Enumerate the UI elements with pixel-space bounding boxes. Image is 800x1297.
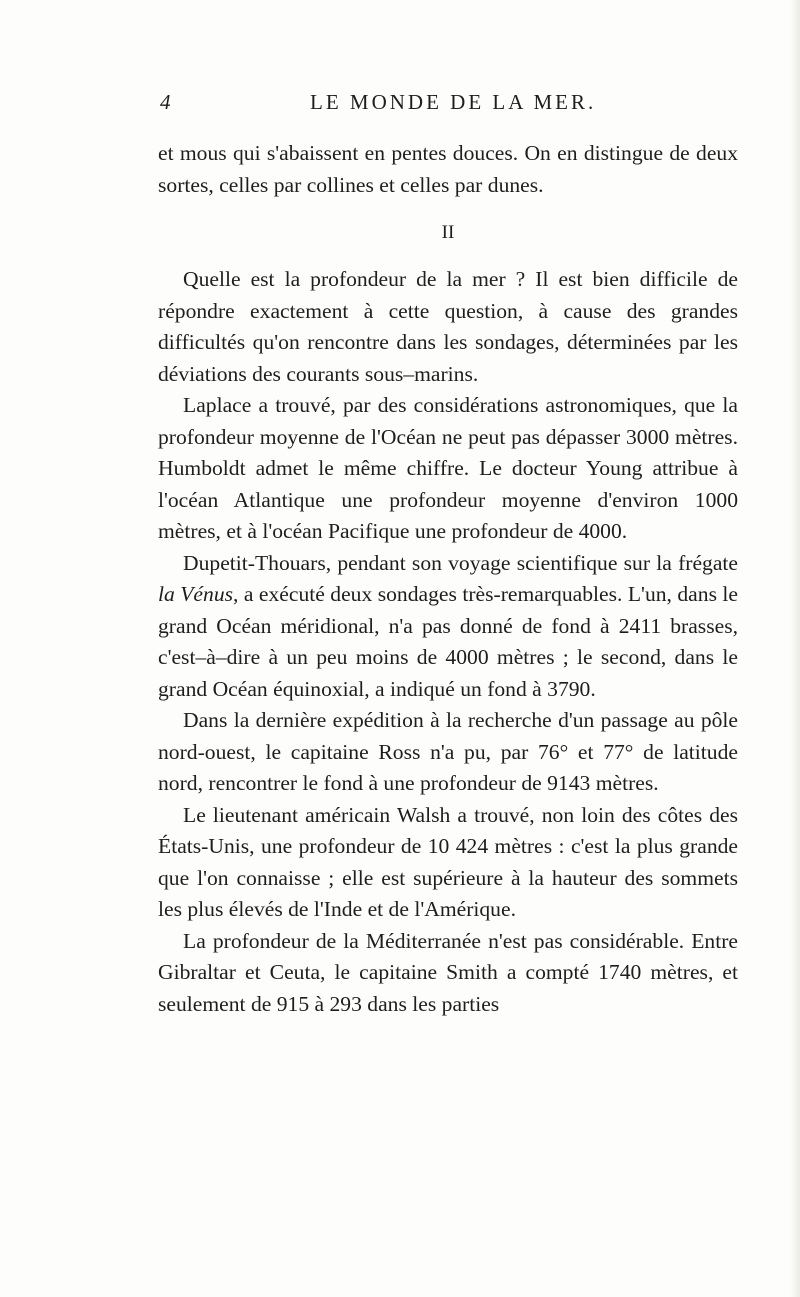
paragraph-question: Quelle est la profondeur de la mer ? Il est bien difficile de répondre exactement à cette question, à cause des grandes difficultés qu'on rencontre dans les sondages, déterminées par les déviations des courants sous–marins. [158,267,738,386]
paragraph-mediterranee: La profondeur de la Méditerranée n'est pas considérable. Entre Gibraltar et Ceuta, le capitaine Smith a compté 1740 mètres, et seulement de 915 à 293 dans les parties [158,928,738,1016]
body-text [158,138,738,1020]
paragraph-walsh: Le lieutenant américain Walsh a trouvé, non loin des côtes des États-Unis, une profondeur de 10 424 mètres : c'est la plus grande que l'on connaisse ; elle est supérieure à la hauteur des sommets les plus élevés de l'Inde et de l'Amérique. [158,802,738,921]
page-edge-shadow [790,0,800,1297]
running-head [160,90,738,120]
page-number: 4 [160,90,171,114]
dupetit-text-end: , a exécuté deux sondages très-remarquables. L'un, dans le grand Océan méridional, n'a pas donné de fond à 2411 brasses, c'est–à–dire à un peu moins de 4000 mètres ; le second, dans le grand Océan équinoxial, a indiqué un fond à 3790. [158,582,739,701]
paragraph-continuation: et mous qui s'abaissent en pentes douces. On en distingue de deux sortes, celles par collines et celles par dunes. [158,141,738,197]
dupetit-text-start: Dupetit-Thouars, pendant son voyage scientifique sur la frégate [183,550,738,575]
paragraph-dupetit [158,548,738,706]
running-title: LE MONDE DE LA MER. [310,90,597,114]
paragraph-laplace: Laplace a trouvé, par des considérations astronomiques, que la profondeur moyenne de l'Océan ne peut pas dépasser 3000 mètres. Humboldt admet le même chiffre. Le docteur Young attribue à l'océan Atlantique une profondeur moyenne d'environ 1000 mètres, et à l'océan Pacifique une profondeur de 4000. [158,393,738,543]
paragraph-ross: Dans la dernière expédition à la recherche d'un passage au pôle nord-ouest, le capitaine Ross n'a pu, par 76° et 77° de latitude nord, rencontrer le fond à une profondeur de 9143 mètres. [158,708,738,795]
ship-name: la Vénus [158,582,234,606]
section-number: II [441,222,455,243]
